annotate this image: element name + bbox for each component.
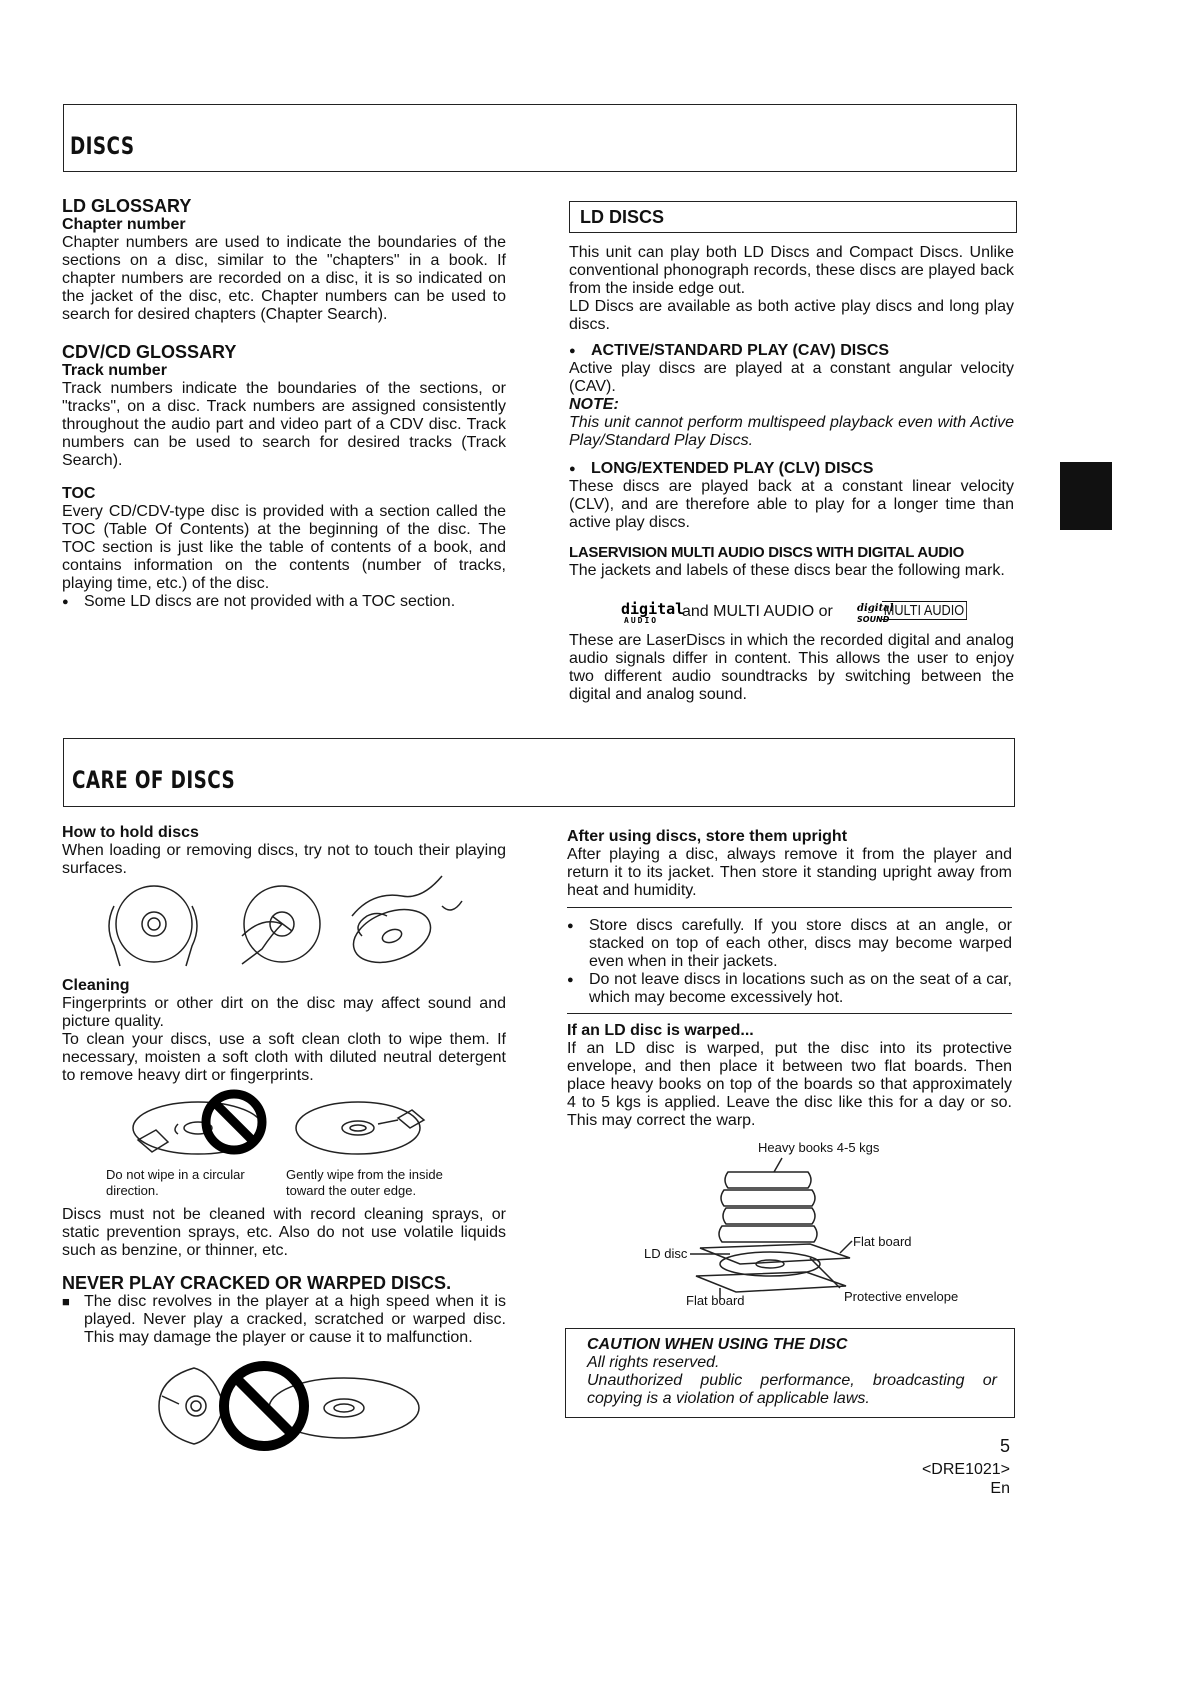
ld-discs-body: [569, 244, 1014, 334]
divider-1: [567, 907, 1012, 908]
mark-and-text: and MULTI AUDIO or: [682, 603, 833, 620]
laservision-text2: These are LaserDiscs in which the recorded digital and analog audio signals differ in content. This allows the user to enjoy two different audio soundtracks by switching between the digital and analog sound.: [569, 632, 1014, 703]
upright-text: After playing a disc, always remove it from the player and return it to its jacket. Then store it standing upright away from heat and humidity.: [567, 846, 1012, 899]
track-number-heading: Track number: [62, 362, 167, 379]
note-label: NOTE:: [569, 396, 619, 413]
cleaning-section: [62, 977, 506, 1085]
cdv-glossary-heading: CDV/CD GLOSSARY: [62, 342, 237, 362]
never-text: ■ The disc revolves in the player at a high speed when it is played. Never play a cracked, scratched or warped disc. This may damage the player or cause it to malfunction.: [62, 1293, 506, 1347]
toc-text: Every CD/CDV-type disc is provided with a section called the TOC (Table Of Contents) at the beginning of the disc. The TOC section is just like the table of contents of a book, and contains information on the contents (number of tracks, playing time, etc.) of the disc.: [62, 503, 506, 592]
fig-flat-board-label: Flat board: [853, 1234, 912, 1249]
svg-text:SOUND: SOUND: [857, 615, 890, 624]
digital-audio-logo: [620, 600, 685, 625]
caution-heading: CAUTION WHEN USING THE DISC: [587, 1336, 848, 1353]
svg-text:digital: digital: [857, 603, 894, 614]
hold-section: [62, 824, 506, 878]
ld-discs-text2: LD Discs are available as both active play discs and long play discs.: [569, 298, 1014, 333]
laservision-text: The jackets and labels of these discs bear the following mark.: [569, 562, 1005, 579]
svg-text:AUDIO: AUDIO: [624, 616, 659, 625]
ld-glossary: [62, 196, 506, 324]
caution-line1: All rights reserved.: [587, 1354, 720, 1371]
cav-section: [569, 342, 1014, 450]
hold-heading: How to hold discs: [62, 824, 199, 841]
fig-envelope-label: Protective envelope: [844, 1289, 959, 1304]
toc-section: [62, 485, 506, 611]
cdv-glossary: [62, 342, 506, 470]
toc-bullet: ● Some LD discs are not provided with a TOC section.: [62, 593, 506, 611]
fig-ld-disc-label: LD disc: [644, 1246, 688, 1261]
cleaning-text1: Fingerprints or other dirt on the disc may affect sound and picture quality.: [62, 995, 506, 1030]
language-code: En: [990, 1480, 1010, 1497]
cleaning-caption-right: Gently wipe from the inside toward the outer edge.: [286, 1167, 443, 1198]
section-thumb-tab: [1060, 462, 1112, 530]
cleaning-caption-wrong: Do not wipe in a circular direction.: [106, 1167, 245, 1198]
caution-line2: Unauthorized public performance, broadcasting or copying is a violation of applicable laws.: [587, 1372, 997, 1407]
discs-title-box: [63, 104, 1017, 172]
page-number: 5: [999, 1436, 1010, 1456]
laservision-section: [569, 544, 1014, 580]
svg-text:digital: digital: [621, 600, 685, 618]
store-bullet-1: ● Store discs carefully. If you store discs at an angle, or stacked on top of each other, discs may become warped even when in their jackets.: [567, 917, 1012, 971]
chapter-number-text: Chapter numbers are used to indicate the boundaries of the sections on a disc, similar to the "chapters" in a book. If chapter numbers are recorded on a disc, it is so indicated on the jacket of the disc, etc. Chapter numbers can be used to search for desired chapters (Chapter Search).: [62, 234, 506, 323]
never-section: [62, 1273, 506, 1347]
ld-discs-heading: LD DISCS: [580, 207, 665, 227]
hold-text: When loading or removing discs, try not to touch their playing surfaces.: [62, 842, 506, 877]
cleaning-heading: Cleaning: [62, 977, 130, 994]
chapter-number-heading: Chapter number: [62, 216, 186, 233]
cleaning-text2: To clean your discs, use a soft clean cloth to wipe them. If necessary, moisten a soft cloth with diluted neutral detergent to remove heavy dirt or fingerprints.: [62, 1031, 506, 1084]
sprays-text: Discs must not be cleaned with record cleaning sprays, or static prevention sprays, etc. Also do not use volatile liquids such as benzine, or thinner, etc.: [62, 1206, 506, 1259]
divider-2: [567, 1013, 1012, 1014]
never-heading: NEVER PLAY CRACKED OR WARPED DISCS.: [62, 1273, 452, 1293]
cleaning-illustration: [128, 1090, 428, 1165]
track-number-text: Track numbers indicate the boundaries of the sections, or "tracks", on a disc. Track numbers are assigned consistently throughout the audio part and video part of a CDV disc. Track numbers can be used to search for desired tracks (Track Search).: [62, 380, 506, 469]
upright-section: [567, 828, 1012, 900]
document-code: <DRE1021>: [921, 1461, 1010, 1478]
cav-text: Active play discs are played at a constant angular velocity (CAV).: [569, 360, 1014, 395]
store-bullet-2: ● Do not leave discs in locations such as on the seat of a car, which may become excessively hot.: [567, 971, 1012, 1007]
hold-discs-illustration: [92, 876, 482, 971]
digital-sound-logo: [856, 600, 894, 624]
prohibited-icon: [224, 1366, 304, 1446]
store-bullets: [567, 917, 1012, 1007]
books-on-disc-illustration: [690, 1158, 890, 1308]
discs-title: DISCS: [70, 132, 135, 160]
ld-discs-text1: This unit can play both LD Discs and Compact Discs. Unlike conventional phonograph records, these discs are played back from the inside edge out.: [569, 244, 1014, 297]
care-title: CARE OF DISCS: [72, 766, 236, 794]
cav-heading: ● ACTIVE/STANDARD PLAY (CAV) DISCS: [569, 342, 1014, 360]
toc-heading: TOC: [62, 485, 96, 502]
multi-audio-mark: MULTI AUDIO: [882, 601, 967, 620]
warped-heading: If an LD disc is warped...: [567, 1022, 754, 1039]
prohibited-icon: [206, 1094, 262, 1150]
warped-section: [567, 1022, 1012, 1130]
clv-heading: ● LONG/EXTENDED PLAY (CLV) DISCS: [569, 460, 1014, 478]
note-text: This unit cannot perform multispeed playback even with Active Play/Standard Play Discs.: [569, 414, 1014, 449]
laservision-heading: LASERVISION MULTI AUDIO DISCS WITH DIGITAL AUDIO: [569, 544, 965, 561]
caution-content: [587, 1336, 997, 1408]
fig-flat-board2-label: Flat board: [686, 1293, 745, 1308]
ld-glossary-heading: LD GLOSSARY: [62, 196, 192, 216]
clv-section: [569, 460, 1014, 532]
warped-text: If an LD disc is warped, put the disc into its protective envelope, and then place it between two flat boards. Then place heavy books on top of the boards so that approximately 4 to 5 kgs is applied. Leave the disc like this for a day or so. This may correct the warp.: [567, 1040, 1012, 1129]
upright-heading: After using discs, store them upright: [567, 828, 848, 845]
clv-text: These discs are played back at a constant linear velocity (CLV), and are therefore able to play for a longer time than active play discs.: [569, 478, 1014, 531]
fig-books-label: Heavy books 4-5 kgs: [758, 1140, 880, 1155]
warped-disc-illustration: [154, 1356, 424, 1456]
audio-marks: [620, 600, 1000, 626]
